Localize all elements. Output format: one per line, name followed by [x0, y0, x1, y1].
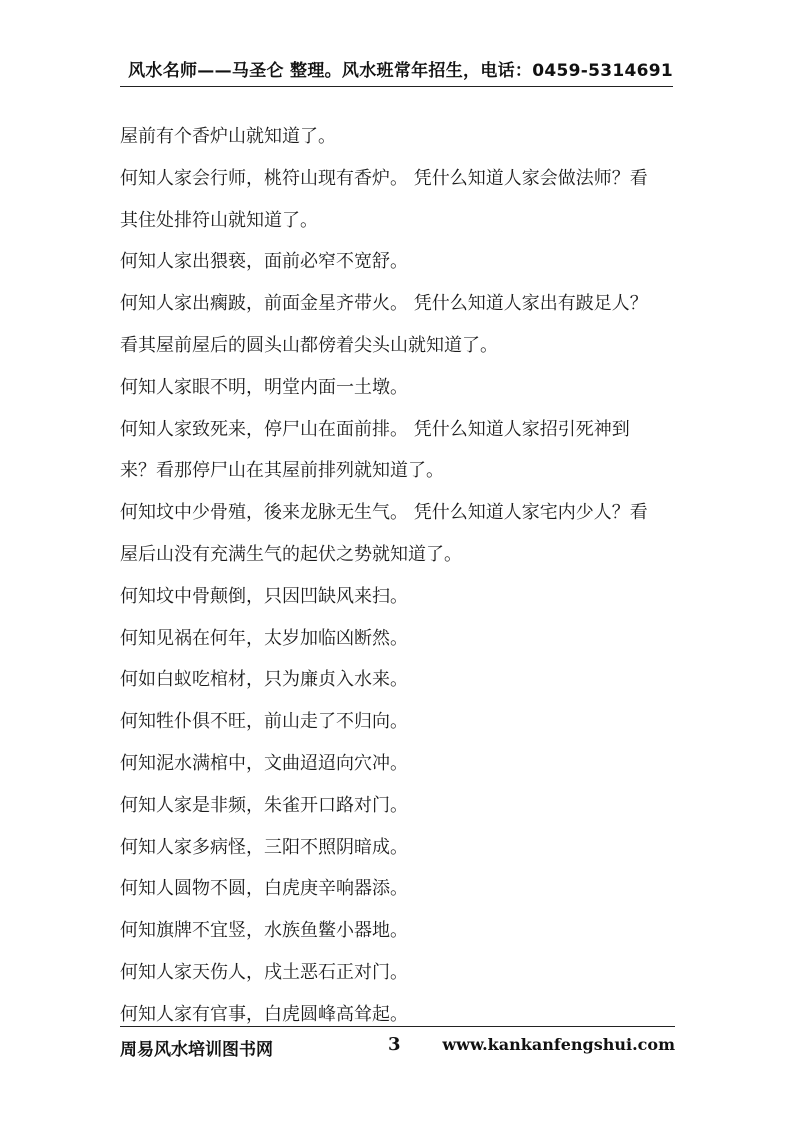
text-line: 何知坟中骨颠倒，只因凹缺风来扫。 [120, 585, 408, 607]
text-line: 看其屋前屋后的圆头山都傍着尖头山就知道了。 [120, 334, 498, 356]
text-line: 何知人圆物不圆，白虎庚辛响器添。 [120, 878, 408, 900]
text-line: 屋前有个香炉山就知道了。 [120, 126, 336, 147]
text-line: 何知人家眼不明，明堂内面一土墩。 [120, 376, 408, 398]
text-line: 何如白蚁吃棺材，只为廉贞入水来。 [120, 669, 408, 691]
header-text: 风水名师——马圣仑 整理。风水班常年招生，电话：0459-5314691 [128, 61, 673, 81]
text-line: 何知见祸在何年，太岁加临凶断然。 [120, 627, 408, 649]
text-line: 何知人家有官事，白虎圆峰高耸起。 [120, 1003, 408, 1025]
body-text [120, 116, 680, 1036]
text-line: 何知旗牌不宜竖，水族鱼鳖小器地。 [120, 920, 408, 942]
footer-site-name: 周易风水培训图书网 [120, 1040, 273, 1060]
page-header [120, 56, 673, 87]
text-line: 何知人家出瘸跛，前面金星齐带火。 凭什么知道人家出有跛足人？ [120, 293, 648, 315]
text-line: 屋后山没有充满生气的起伏之势就知道了。 [120, 543, 462, 565]
text-line: 何知人家出猥亵，面前必窄不宽舒。 [120, 251, 408, 273]
text-line: 何知人家多病怪，三阳不照阴暗成。 [120, 836, 408, 858]
page-number: 3 [388, 1034, 401, 1055]
text-line: 何知人家是非频，朱雀开口路对门。 [120, 794, 408, 816]
text-line: 其住处排符山就知道了。 [120, 209, 318, 231]
text-line: 来？看那停尸山在其屋前排列就知道了。 [120, 460, 444, 482]
page-footer [120, 1026, 675, 1061]
text-line: 何知人家会行师，桃符山现有香炉。 凭什么知道人家会做法师？看 [120, 167, 648, 189]
text-line: 何知人家天伤人，戌土恶石正对门。 [120, 961, 408, 983]
text-line: 何知坟中少骨殖，後来龙脉无生气。 凭什么知道人家宅内少人？看 [120, 502, 648, 524]
text-line: 何知人家致死来，停尸山在面前排。 凭什么知道人家招引死神到 [120, 418, 630, 440]
footer-url: www.kankanfengshui.com [442, 1035, 675, 1054]
text-line: 何知泥水满棺中，文曲迢迢向穴冲。 [120, 752, 408, 774]
text-line: 何知牲仆俱不旺，前山走了不归向。 [120, 711, 408, 733]
